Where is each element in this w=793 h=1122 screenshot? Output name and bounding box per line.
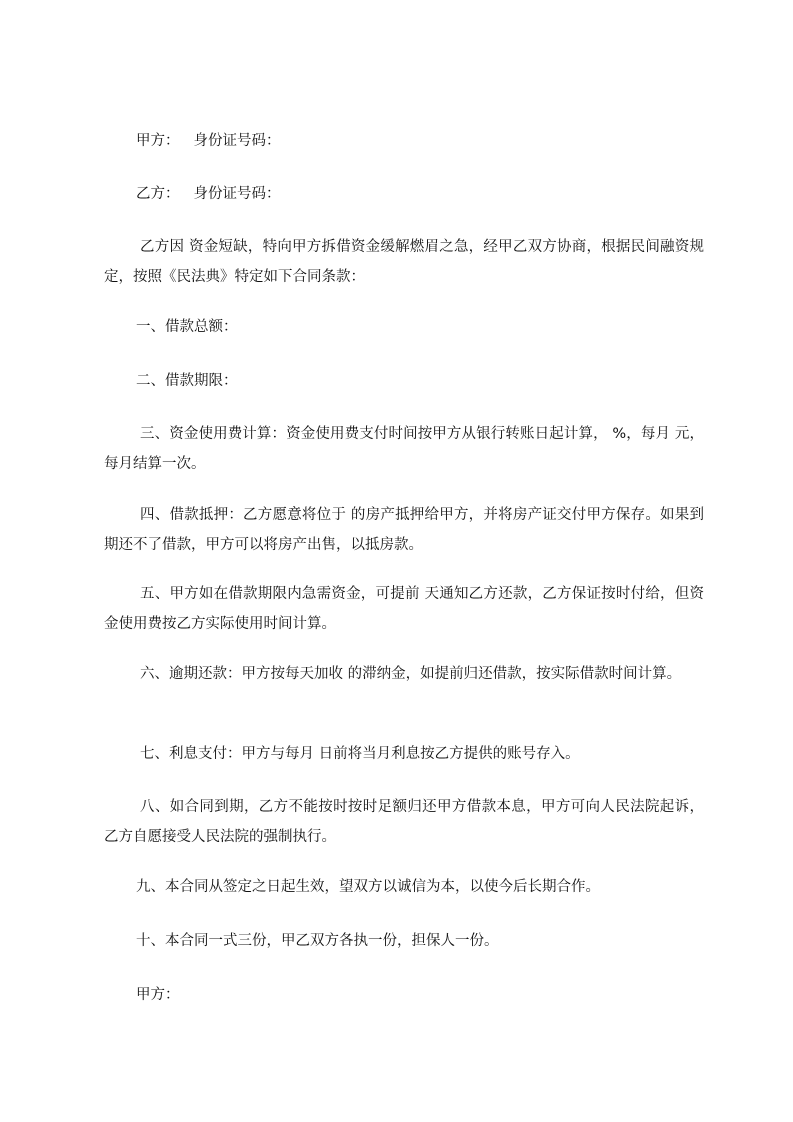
signature-party-a-label: 甲方： xyxy=(136,987,180,1003)
clause-6: 六、逾期还款：甲方按每天加收 的滞纳金，如提前归还借款，按实际借款时间计算。 xyxy=(140,666,682,682)
clause-2: 二、借款期限： xyxy=(136,373,238,389)
clause-7: 七、利息支付：甲方与每月 日前将当月利息按乙方提供的账号存入。 xyxy=(140,746,580,762)
clause-1: 一、借款总额： xyxy=(136,319,238,335)
party-a-line xyxy=(136,131,281,151)
party-b-line xyxy=(136,184,281,204)
clause-9: 九、本合同从签定之日起生效，望双方以诚信为本，以使今后长期合作。 xyxy=(136,879,600,895)
signature-party-a xyxy=(136,985,180,1005)
party-b-id-label: 身份证号码： xyxy=(193,186,281,202)
intro-paragraph: 乙方因 资金短缺，特向甲方拆借资金缓解燃眉之急，经甲乙双方协商，根据民间融资规定，按照《民法典》特定如下合同条款： xyxy=(104,239,704,285)
party-a-id-label: 身份证号码： xyxy=(193,133,281,149)
clause-10: 十、本合同一式三份，甲乙双方各执一份，担保人一份。 xyxy=(136,933,499,949)
party-b-label: 乙方： xyxy=(136,186,180,202)
clause-4: 四、借款抵押：乙方愿意将位于 的房产抵押给甲方，并将房产证交付甲方保存。如果到期还不了借款，甲方可以将房产出售，以抵房款。 xyxy=(104,507,704,553)
clause-3: 三、资金使用费计算：资金使用费支付时间按甲方从银行转账日起计算， %，每月 元，每月结算一次。 xyxy=(104,426,704,472)
clause-8: 八、如合同到期，乙方不能按时按时足额归还甲方借款本息，甲方可向人民法院起诉，乙方自愿接受人民法院的强制执行。 xyxy=(104,799,704,845)
party-a-label: 甲方： xyxy=(136,133,180,149)
clause-5: 五、甲方如在借款期限内急需资金，可提前 天通知乙方还款，乙方保证按时付给，但资金使用费按乙方实际使用时间计算。 xyxy=(104,586,704,632)
